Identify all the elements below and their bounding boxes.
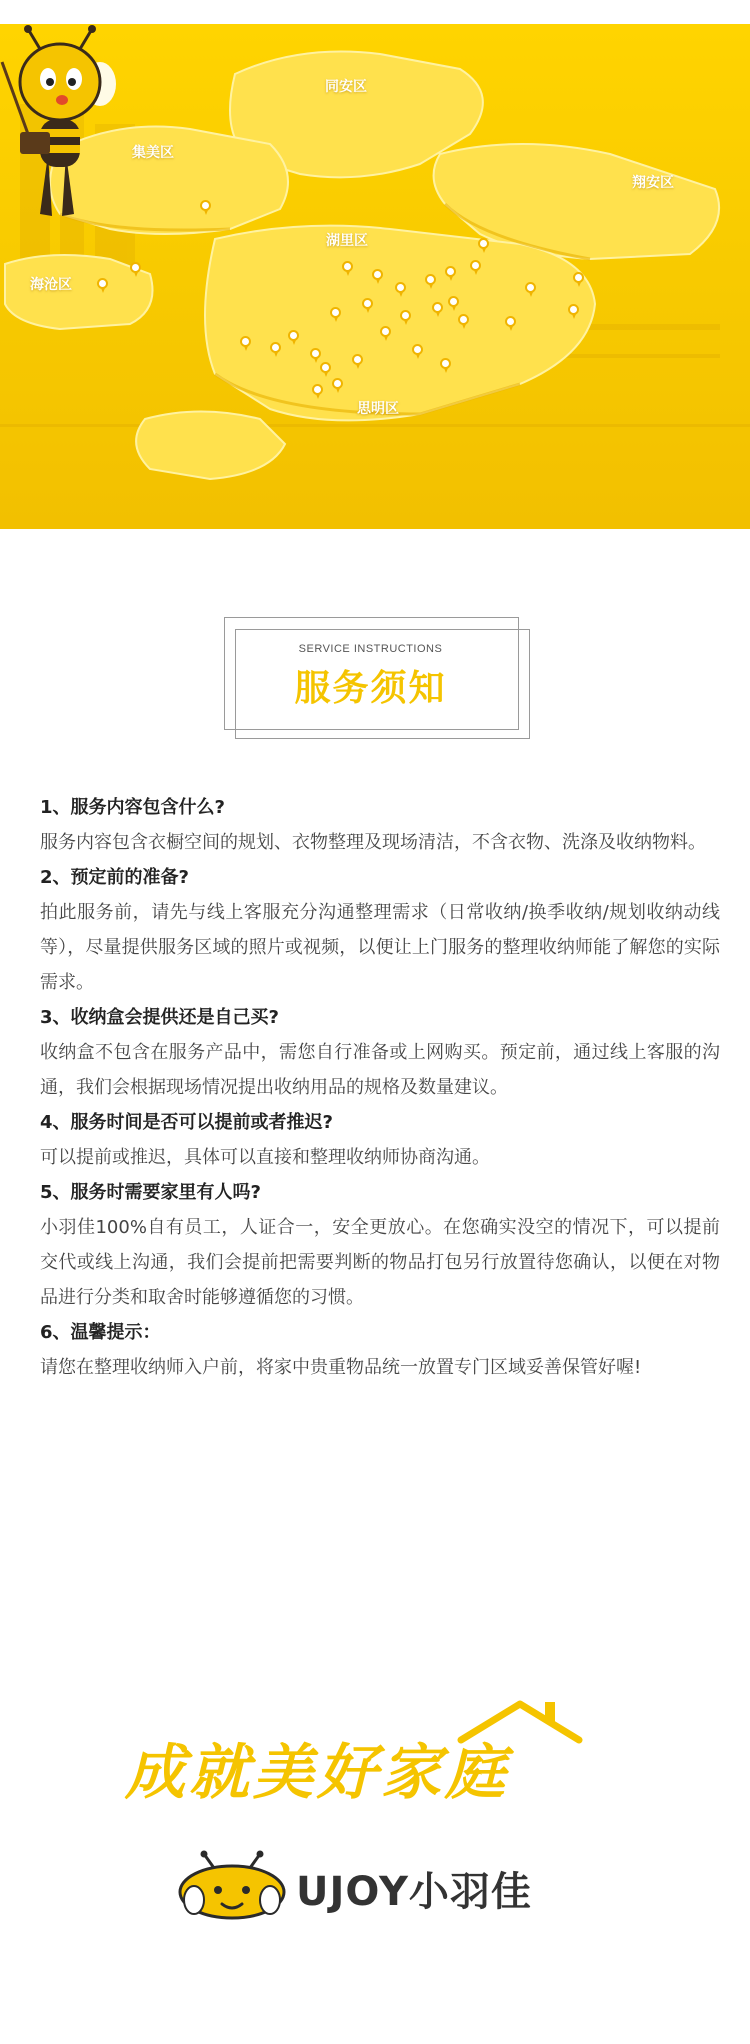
brand-slogan: 成就美好家庭	[125, 1738, 509, 1808]
location-pin-icon	[412, 344, 423, 355]
location-pin-icon	[320, 362, 331, 373]
location-pin-icon	[352, 354, 363, 365]
location-pin-icon	[573, 272, 584, 283]
faq-question: 4、服务时间是否可以提前或者推迟?	[40, 1112, 333, 1133]
location-pin-icon	[312, 384, 323, 395]
location-pin-icon	[395, 282, 406, 293]
ujoy-logo-icon	[176, 1850, 288, 1920]
faq-item	[40, 860, 720, 1000]
faq-item	[40, 1105, 720, 1175]
location-pin-icon	[310, 348, 321, 359]
location-pin-icon	[445, 266, 456, 277]
faq-answer: 拍此服务前，请先与线上客服充分沟通整理需求（日常收纳/换季收纳/规划收纳动线等），尽量提供服务区域的照片或视频，以便让上门服务的整理收纳师能了解您的实际需求。	[40, 902, 720, 993]
faq-answer: 可以提前或推迟，具体可以直接和整理收纳师协商沟通。	[40, 1147, 490, 1168]
location-pin-icon	[97, 278, 108, 289]
location-pin-icon	[270, 342, 281, 353]
faq-question: 1、服务内容包含什么?	[40, 797, 225, 818]
faq-item	[40, 1315, 720, 1385]
location-pin-icon	[470, 260, 481, 271]
faq-question: 2、预定前的准备?	[40, 867, 189, 888]
faq-item	[40, 790, 720, 860]
section-title: 服务须知	[294, 668, 447, 709]
location-pin-icon	[448, 296, 459, 307]
district-label-haicang: 海沧区	[30, 277, 72, 293]
location-pin-icon	[332, 378, 343, 389]
faq-list	[40, 790, 720, 1385]
location-pin-icon	[362, 298, 373, 309]
location-pin-icon	[505, 316, 516, 327]
district-label-huli: 湖里区	[326, 233, 368, 249]
location-pin-icon	[478, 238, 489, 249]
location-pin-icon	[458, 314, 469, 325]
faq-question: 5、服务时需要家里有人吗?	[40, 1182, 261, 1203]
faq-item	[40, 1175, 720, 1315]
location-pin-icon	[240, 336, 251, 347]
faq-question: 3、收纳盒会提供还是自己买?	[40, 1007, 279, 1028]
district-huli-siming-shape	[205, 226, 595, 421]
bee-mascot-icon	[0, 24, 120, 229]
brand-name: UJOY小羽佳	[296, 1869, 532, 1915]
district-label-tongan: 同安区	[325, 79, 367, 95]
location-pin-icon	[380, 326, 391, 337]
location-pin-icon	[568, 304, 579, 315]
service-area-map	[0, 24, 750, 529]
location-pin-icon	[425, 274, 436, 285]
district-label-jimei: 集美区	[132, 145, 174, 161]
faq-item	[40, 1000, 720, 1105]
island-shape	[136, 412, 285, 480]
location-pin-icon	[525, 282, 536, 293]
faq-answer: 请您在整理收纳师入户前，将家中贵重物品统一放置专门区域妥善保管好喔!	[40, 1357, 642, 1378]
location-pin-icon	[130, 262, 141, 273]
location-pin-icon	[342, 261, 353, 272]
location-pin-icon	[372, 269, 383, 280]
location-pin-icon	[288, 330, 299, 341]
faq-answer: 收纳盒不包含在服务产品中，需您自行准备或上网购买。预定前，通过线上客服的沟通，我们会根据现场情况提出收纳用品的规格及数量建议。	[40, 1042, 720, 1098]
faq-question: 6、温馨提示：	[40, 1322, 161, 1343]
district-label-xiangan: 翔安区	[632, 175, 674, 191]
location-pin-icon	[200, 200, 211, 211]
location-pin-icon	[440, 358, 451, 369]
faq-answer: 服务内容包含衣橱空间的规划、衣物整理及现场清洁，不含衣物、洗涤及收纳物料。	[40, 832, 706, 853]
section-subtitle: SERVICE INSTRUCTIONS	[298, 643, 443, 655]
location-pin-icon	[400, 310, 411, 321]
location-pin-icon	[330, 307, 341, 318]
district-label-siming: 思明区	[357, 401, 399, 417]
faq-answer: 小羽佳100%自有员工，人证合一，安全更放心。在您确实没空的情况下，可以提前交代或线上沟通，我们会提前把需要判断的物品打包另行放置待您确认，以便在对物品进行分类和取舍时能够遵循您的习惯。	[40, 1217, 720, 1308]
location-pin-icon	[432, 302, 443, 313]
